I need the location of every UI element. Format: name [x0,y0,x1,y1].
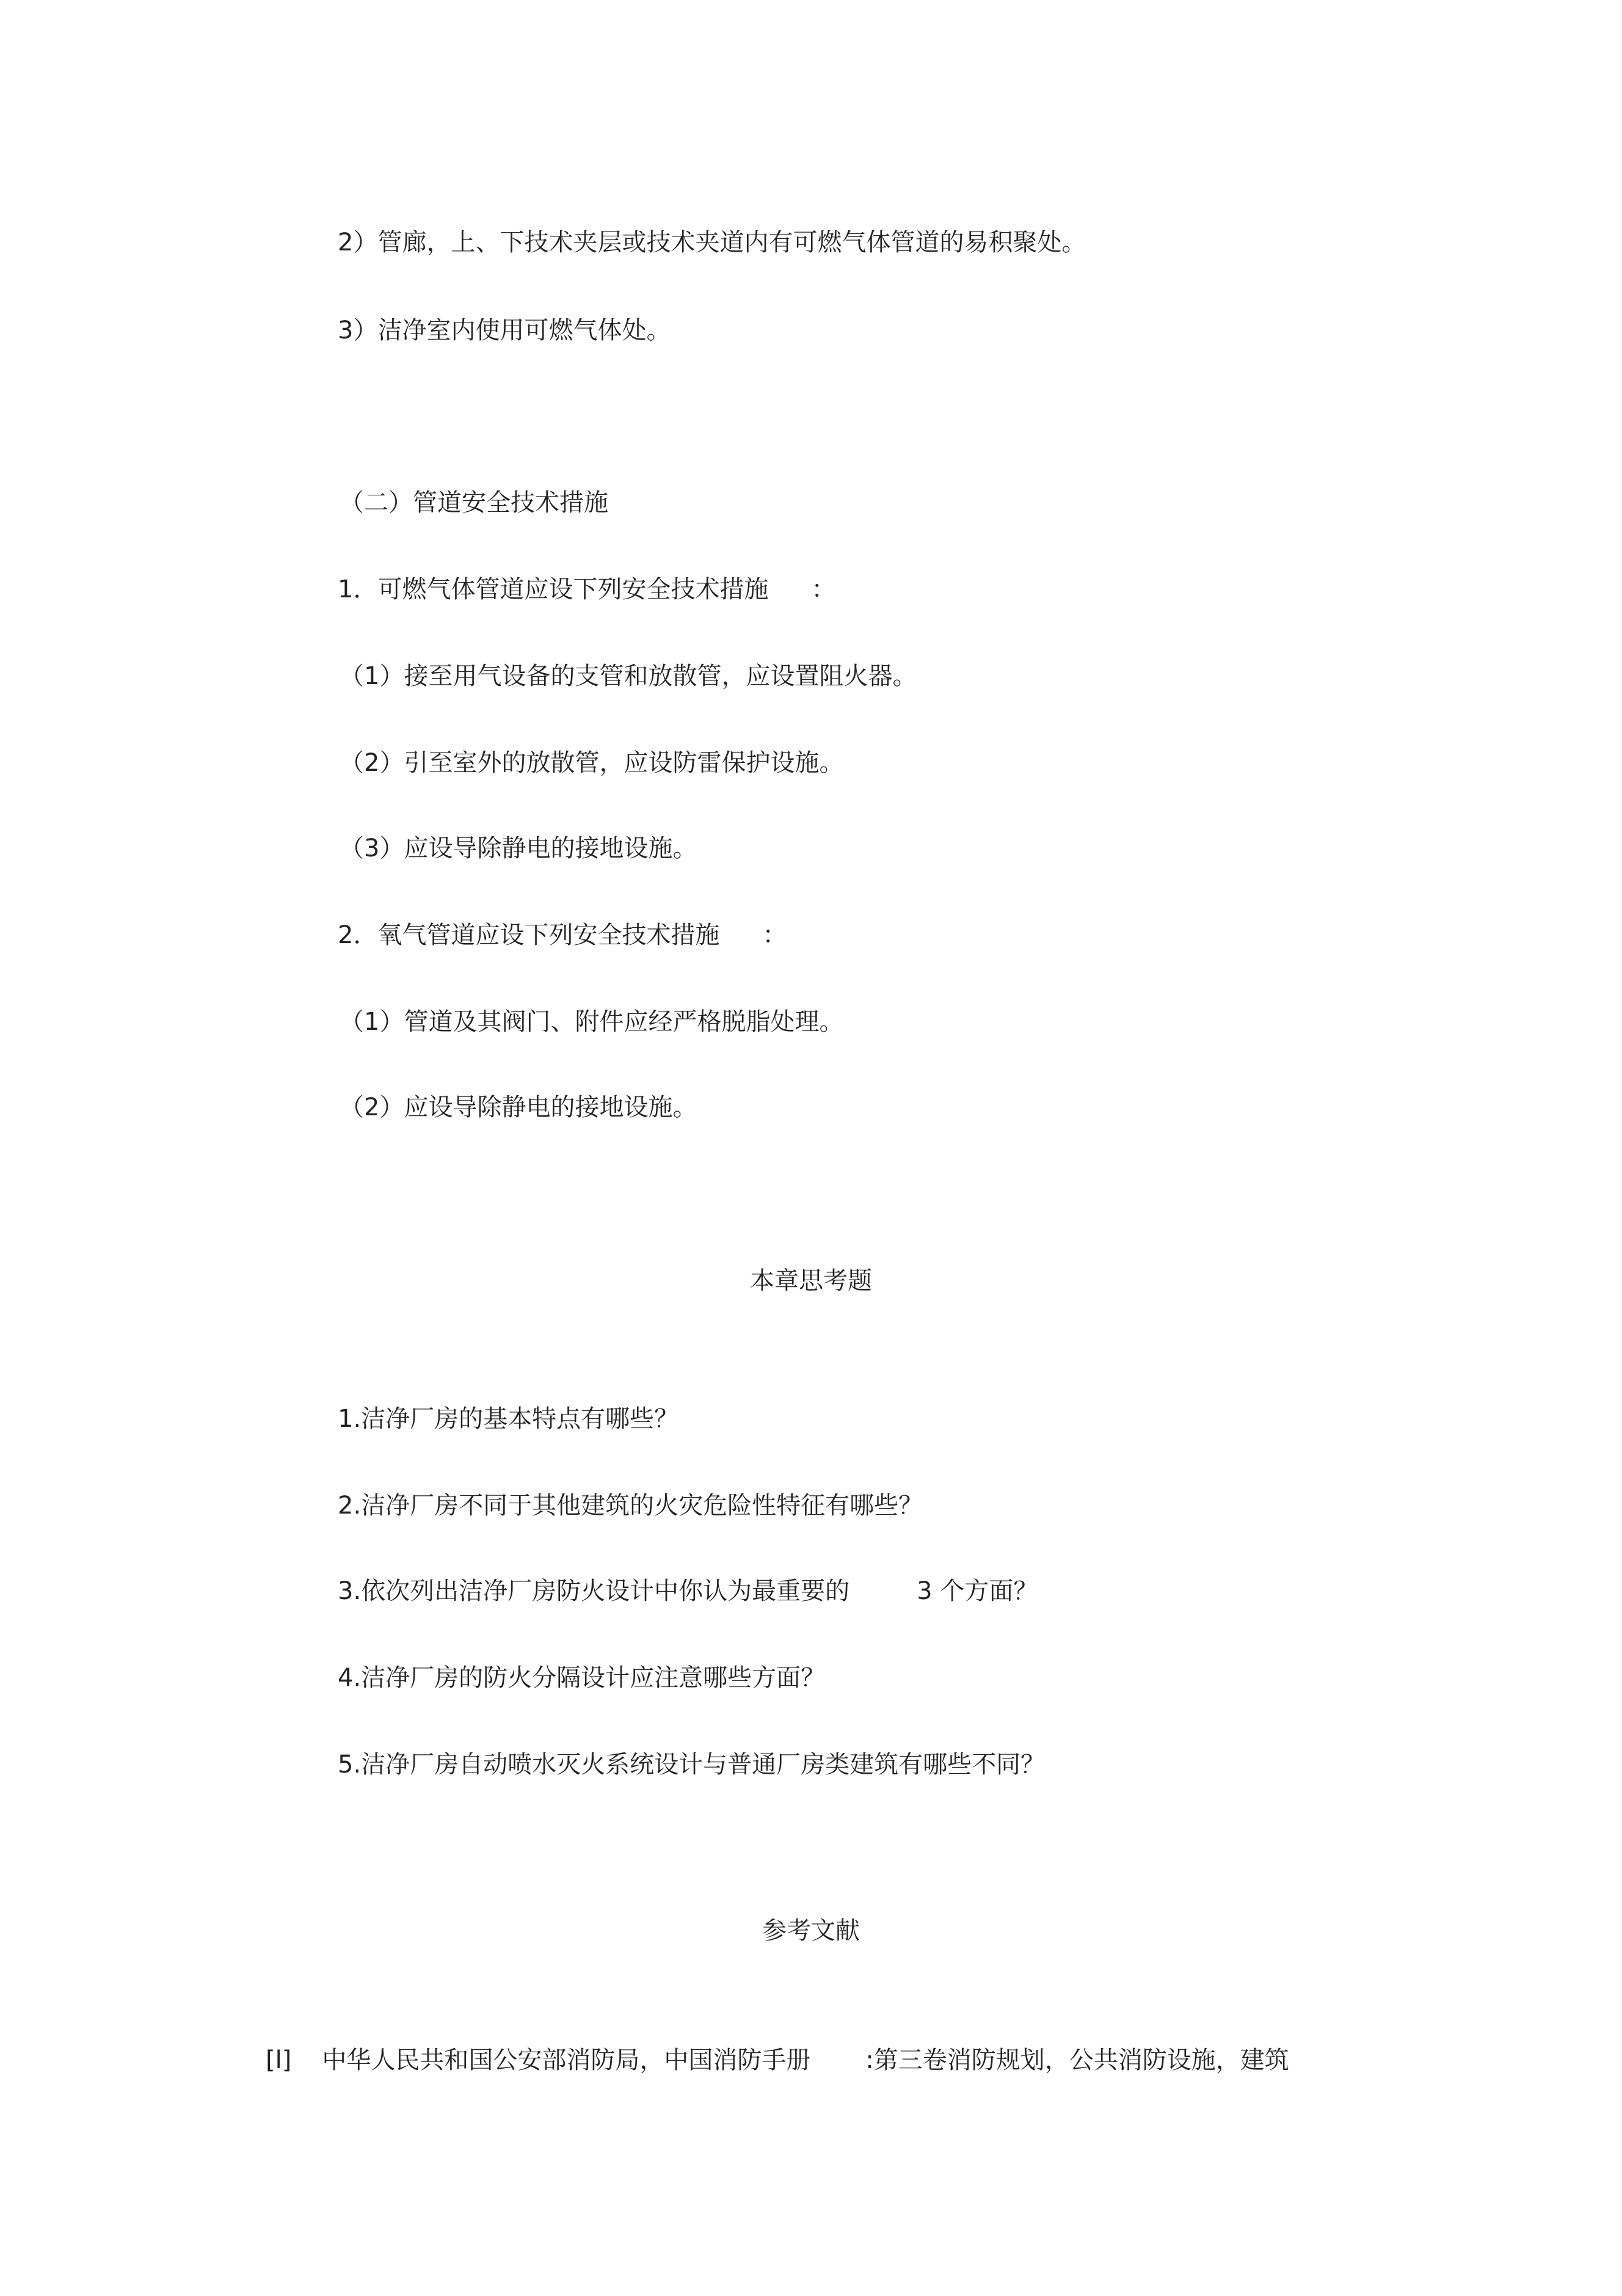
question-3: 3.依次列出洁净厂房防火设计中你认为最重要的 3 个方面？ [338,1577,1038,1605]
reference-1-tail: :第三卷消防规划，公共消防设施，建筑 [865,2046,1289,2074]
questions-title: 本章思考题 [750,1267,872,1295]
measure-item-2-sub-2: （2）应设导除静电的接地设施。 [340,1093,697,1121]
question-4: 4.洁净厂房的防火分隔设计应注意哪些方面？ [338,1664,826,1692]
question-2: 2.洁净厂房不同于其他建筑的火灾危险性特征有哪些？ [338,1492,923,1520]
list-item-2: 2）管廊，上、下技术夹层或技术夹道内有可燃气体管道的易积聚处。 [338,228,1086,257]
measure-item-2: 2．氧气管道应设下列安全技术措施 ： [338,921,787,949]
measure-item-1-sub-1: （1）接至用气设备的支管和放散管，应设置阻火器。 [340,662,917,690]
reference-1: [l] 中华人民共和国公安部消防局，中国消防手册 :第三卷消防规划，公共消防设施，建筑 [266,2046,1289,2074]
measure-item-2-sub-1: （1）管道及其阀门、附件应经严格脱脂处理。 [340,1008,844,1036]
question-5: 5.洁净厂房自动喷水灭火系统设计与普通厂房类建筑有哪些不同？ [338,1751,1046,1779]
list-item-3: 3）洁净室内使用可燃气体处。 [338,316,671,344]
measure-item-1-sub-2: （2）引至室外的放散管，应设防雷保护设施。 [340,749,844,777]
section-heading: （二）管道安全技术措施 [340,489,608,517]
reference-1-number: [l] [266,2046,292,2074]
question-3-tail: 3 个方面？ [917,1577,1038,1605]
references-title: 参考文献 [762,1917,860,1945]
measure-item-1-colon: ： [811,575,836,603]
measure-item-2-colon: ： [762,921,787,949]
measure-item-1-sub-3: （3）应设导除静电的接地设施。 [340,834,697,862]
question-1: 1.洁净厂房的基本特点有哪些？ [338,1405,679,1433]
measure-item-1: 1．可燃气体管道应设下列安全技术措施 ： [338,575,836,603]
